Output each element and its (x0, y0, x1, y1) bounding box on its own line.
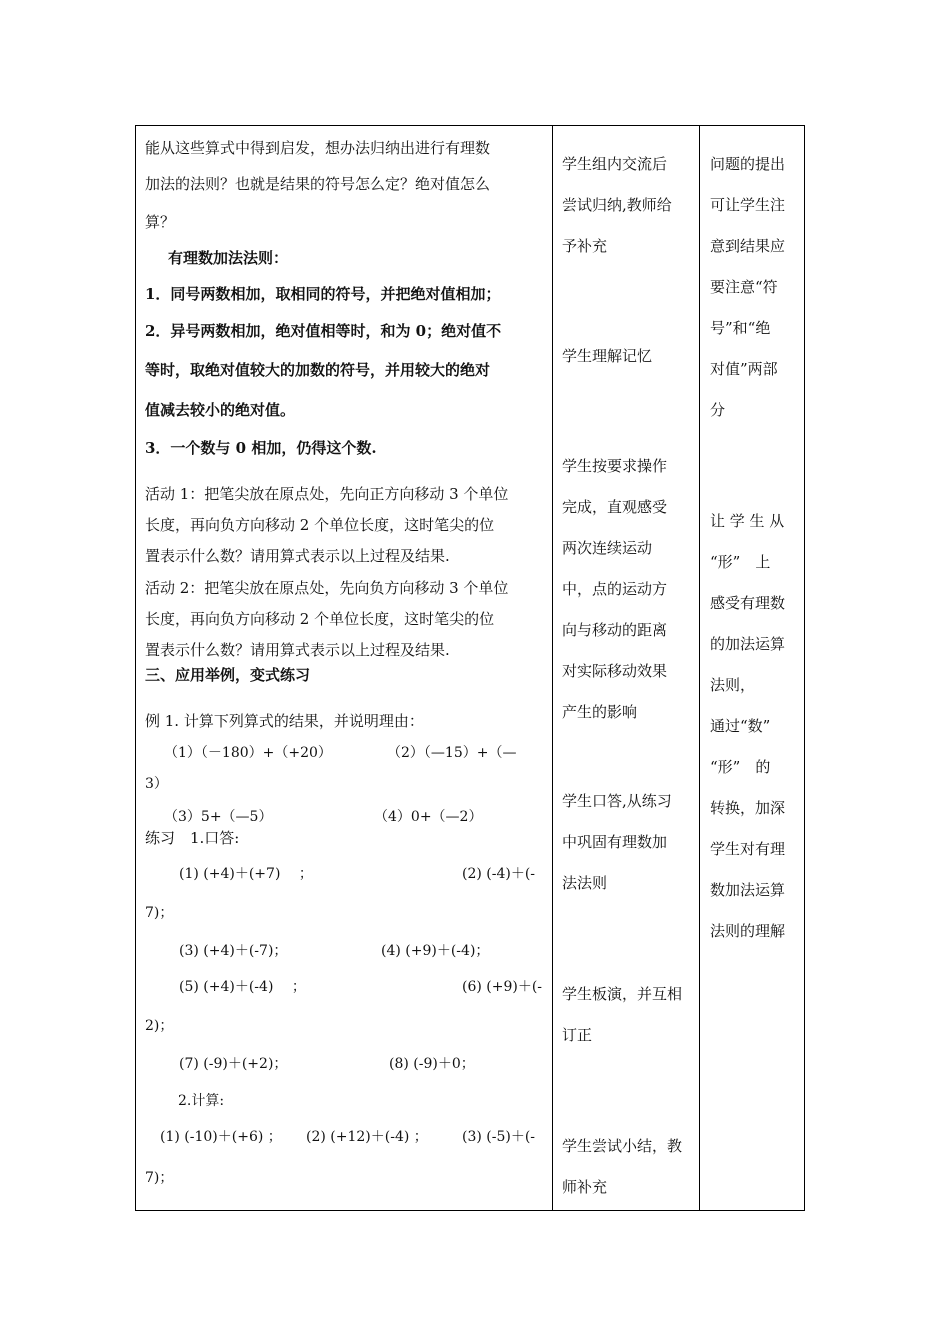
student-line: 法法则 (562, 874, 608, 892)
section3-title: 三、应用举例，变式练习 (145, 666, 311, 684)
student-line: 产生的影响 (562, 703, 638, 721)
practice-item: (5) (+4)＋(-4) ； (179, 979, 306, 995)
student-line: 完成，直观感受 (562, 498, 668, 516)
rule-line: 值减去较小的绝对值。 (145, 401, 296, 419)
purpose-line: 让 学 生 从 (710, 512, 785, 530)
student-line: 尝试归纳,教师给 (562, 196, 672, 214)
practice-item: (7) (-9)＋(+2)； (179, 1056, 288, 1072)
practice-item: (6) (+9)＋(- (462, 979, 543, 995)
purpose-line: 对值”两部 (710, 360, 778, 378)
purpose-line: “形” 的 (710, 758, 771, 776)
student-line: 中，点的运动方 (562, 580, 668, 598)
example-title: 例 1. 计算下列算式的结果，并说明理由： (145, 712, 424, 730)
student-line: 师补充 (562, 1178, 608, 1196)
calc-item: (1) (-10)＋(+6) ； (160, 1129, 282, 1145)
practice-item: 2)； (145, 1018, 174, 1034)
purpose-line: 法则的理解 (710, 922, 786, 940)
purpose-line: 通过“数” (710, 717, 771, 735)
activity2-line: 长度，再向负方向移动 2 个单位长度，这时笔尖的位 (145, 610, 495, 628)
example-item: （1）（－180）+（+20） (164, 745, 332, 761)
activity2-line: 置表示什么数？请用算式表示以上过程及结果. (145, 641, 450, 659)
intro-line: 加法的法则？也就是结果的符号怎么定？绝对值怎么 (145, 175, 491, 193)
lesson-table (135, 125, 805, 1211)
practice-item: (3) (+4)＋(-7)； (179, 943, 288, 959)
practice-item: (2) (-4)＋(- (462, 866, 536, 882)
practice-item: (1) (+4)＋(+7) ； (179, 866, 313, 882)
calc-title: 2.计算: (178, 1093, 225, 1109)
student-line: 订正 (562, 1026, 593, 1044)
purpose-line: 的加法运算 (710, 635, 786, 653)
purpose-line: 分 (710, 401, 726, 419)
purpose-line: “形” 上 (710, 553, 771, 571)
example-item: （3）5+（—5） (164, 809, 273, 825)
purpose-line: 数加法运算 (710, 881, 786, 899)
student-line: 学生尝试小结，教 (562, 1137, 683, 1155)
activity1-line: 长度，再向负方向移动 2 个单位长度，这时笔尖的位 (145, 516, 495, 534)
activity1-line: 活动 1：把笔尖放在原点处，先向正方向移动 3 个单位 (145, 485, 509, 503)
purpose-line: 法则， (710, 676, 756, 694)
activity1-line: 置表示什么数？请用算式表示以上过程及结果. (145, 547, 450, 565)
student-line: 向与移动的距离 (562, 621, 668, 639)
purpose-line: 可让学生注 (710, 196, 786, 214)
rule-line: 等时，取绝对值较大的加数的符号，并用较大的绝对 (145, 361, 491, 379)
intro-line: 能从这些算式中得到启发，想办法归纳出进行有理数 (145, 139, 491, 157)
student-line: 学生组内交流后 (562, 155, 668, 173)
intro-line: 算？ (145, 213, 176, 231)
activity2-line: 活动 2：把笔尖放在原点处，先向负方向移动 3 个单位 (145, 579, 509, 597)
rule-title: 有理数加法法则： (168, 249, 289, 267)
rule-line: 2．异号两数相加，绝对值相等时，和为 0；绝对值不 (145, 322, 502, 340)
student-line: 两次连续运动 (562, 539, 653, 557)
student-line: 学生板演，并互相 (562, 985, 683, 1003)
column-divider (699, 126, 700, 1210)
purpose-line: 号”和“绝 (710, 319, 771, 337)
column-divider (552, 126, 553, 1210)
purpose-line: 问题的提出 (710, 155, 786, 173)
calc-item: (3) (-5)＋(- (462, 1129, 536, 1145)
calc-item: (2) (+12)＋(-4) ； (306, 1129, 428, 1145)
student-line: 学生口答,从练习 (562, 792, 672, 810)
example-item: （4）0+（—2） (374, 809, 483, 825)
purpose-line: 意到结果应 (710, 237, 786, 255)
example-item: （2）（—15）+（— (387, 745, 517, 761)
purpose-line: 感受有理数 (710, 594, 786, 612)
rule-line: 1．同号两数相加，取相同的符号，并把绝对值相加； (145, 285, 501, 303)
purpose-line: 转换，加深 (710, 799, 786, 817)
practice-title: 练习 1.口答: (145, 829, 240, 847)
purpose-line: 学生对有理 (710, 840, 786, 858)
example-item: 3） (145, 776, 168, 792)
student-line: 对实际移动效果 (562, 662, 668, 680)
student-line: 学生理解记忆 (562, 347, 653, 365)
rule-line: 3．一个数与 0 相加，仍得这个数. (145, 439, 377, 457)
practice-item: 7)； (145, 905, 174, 921)
purpose-line: 要注意“符 (710, 278, 778, 296)
practice-item: (8) (-9)＋0； (389, 1056, 475, 1072)
student-line: 中巩固有理数加 (562, 833, 668, 851)
student-line: 予补充 (562, 237, 608, 255)
student-line: 学生按要求操作 (562, 457, 668, 475)
calc-item: 7)； (145, 1170, 174, 1186)
practice-item: (4) (+9)＋(-4)； (381, 943, 490, 959)
